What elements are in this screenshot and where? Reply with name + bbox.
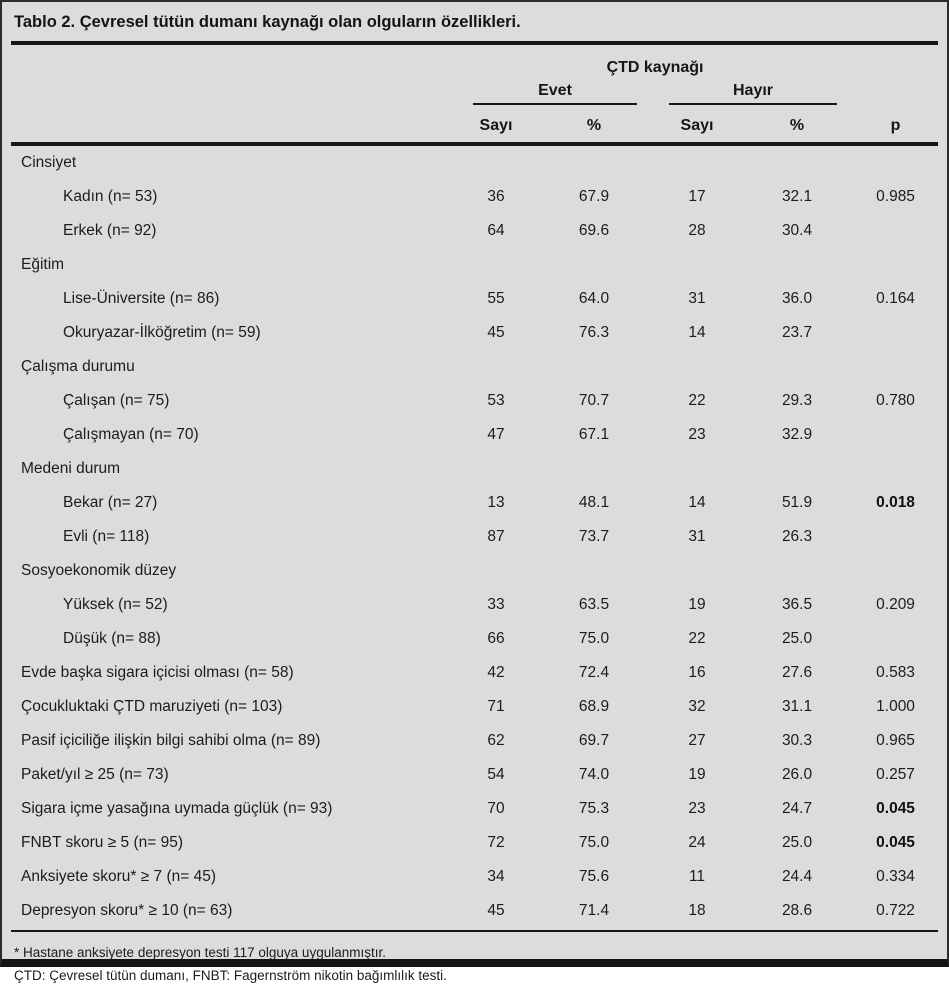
footnotes (11, 932, 938, 987)
cell-p: 0.209 (876, 596, 915, 613)
table-row (11, 180, 938, 214)
cell-p (853, 520, 938, 554)
cell-hayir_n: 11 (688, 868, 706, 885)
cell-hayir_n: 14 (688, 494, 706, 511)
cell-evet_pct: 73.7 (578, 528, 610, 545)
cell-evet_n: 13 (487, 494, 505, 511)
cell-hayir_pct: 27.6 (781, 664, 813, 681)
cell-evet_pct: 75.6 (578, 868, 610, 885)
cell-hayir_n (653, 350, 741, 384)
cell-hayir_n: 17 (688, 188, 706, 205)
cell-p (853, 622, 938, 656)
cell-evet_n: 64 (487, 222, 505, 239)
cell-hayir_pct: 32.1 (781, 188, 813, 205)
cell-evet_pct: 72.4 (578, 664, 610, 681)
cell-evet_pct: 75.3 (578, 800, 610, 817)
footnote-abbreviations: ÇTD: Çevresel tütün dumanı, FNBT: Fagernström nikotin bağımlılık testi. (14, 968, 447, 983)
group-row (11, 350, 938, 384)
header-yes-no-row (11, 79, 938, 105)
header-columns-row (11, 105, 938, 144)
cell-hayir_n (653, 554, 741, 588)
table-row (11, 860, 938, 894)
row-label: Çalışma durumu (21, 358, 135, 375)
cell-evet_n: 70 (487, 800, 505, 817)
cell-p: 0.722 (876, 902, 915, 919)
cell-hayir_n: 31 (688, 528, 706, 545)
cell-evet_n (457, 350, 535, 384)
row-label: Cinsiyet (21, 154, 77, 171)
header-spacer (11, 45, 457, 79)
table-row (11, 826, 938, 860)
table-row (11, 758, 938, 792)
cell-evet_pct: 74.0 (578, 766, 610, 783)
table-row (11, 486, 938, 520)
cell-hayir_pct (741, 350, 853, 384)
cell-hayir_n: 32 (688, 698, 706, 715)
cell-evet_n: 47 (487, 426, 505, 443)
cell-hayir_n: 23 (688, 800, 706, 817)
cell-evet_n: 53 (487, 392, 505, 409)
cell-p (853, 350, 938, 384)
cell-evet_pct (535, 452, 653, 486)
cell-hayir_n (653, 248, 741, 282)
cell-p: 0.334 (876, 868, 915, 885)
cell-hayir_pct: 29.3 (781, 392, 813, 409)
cell-evet_n: 54 (487, 766, 505, 783)
cell-hayir_pct: 32.9 (781, 426, 813, 443)
cell-p: 0.045 (876, 800, 915, 817)
cell-hayir_n: 22 (688, 392, 706, 409)
cell-hayir_pct: 36.5 (781, 596, 813, 613)
cell-hayir_n: 18 (688, 902, 706, 919)
row-label: FNBT skoru ≥ 5 (n= 95) (21, 834, 183, 851)
cell-p (853, 214, 938, 248)
cell-evet_pct: 69.7 (578, 732, 610, 749)
cell-hayir_pct: 30.4 (781, 222, 813, 239)
table-row (11, 622, 938, 656)
header-evet (457, 79, 653, 105)
cell-evet_pct: 67.9 (578, 188, 610, 205)
cell-evet_n: 62 (487, 732, 505, 749)
table-row (11, 792, 938, 826)
row-label: Çocukluktaki ÇTD maruziyeti (n= 103) (21, 698, 283, 715)
cell-hayir_n: 19 (688, 596, 706, 613)
cell-p: 0.985 (876, 188, 915, 205)
cell-hayir_pct (741, 248, 853, 282)
cell-evet_pct: 76.3 (578, 324, 610, 341)
header-group-row (11, 45, 938, 79)
cell-evet_n: 71 (487, 698, 505, 715)
cell-p: 0.018 (876, 494, 915, 511)
cell-p (853, 418, 938, 452)
cell-evet_n: 42 (487, 664, 505, 681)
data-table (11, 45, 938, 928)
cell-evet_pct: 63.5 (578, 596, 610, 613)
table-row (11, 690, 938, 724)
header-ctd-kaynagi: ÇTD kaynağı (606, 59, 704, 76)
cell-hayir_pct: 25.0 (781, 834, 813, 851)
cell-evet_pct (535, 350, 653, 384)
row-label: Anksiyete skoru* ≥ 7 (n= 45) (21, 868, 217, 885)
row-label: Çalışan (n= 75) (63, 392, 170, 409)
cell-evet_pct: 68.9 (578, 698, 610, 715)
cell-p: 0.045 (876, 834, 915, 851)
cell-hayir_pct (741, 144, 853, 180)
cell-p (853, 452, 938, 486)
cell-hayir_n: 27 (688, 732, 706, 749)
cell-hayir_pct: 26.0 (781, 766, 813, 783)
cell-p: 0.164 (876, 290, 915, 307)
cell-evet_pct: 48.1 (578, 494, 610, 511)
cell-evet_pct (535, 248, 653, 282)
header-spacer (853, 45, 938, 79)
cell-hayir_pct: 36.0 (781, 290, 813, 307)
cell-evet_n: 72 (487, 834, 505, 851)
cell-evet_n: 33 (487, 596, 505, 613)
cell-p: 1.000 (876, 698, 915, 715)
cell-evet_n: 45 (487, 902, 505, 919)
row-label: Paket/yıl ≥ 25 (n= 73) (21, 766, 169, 783)
row-label: Yüksek (n= 52) (63, 596, 168, 613)
cell-hayir_pct: 28.6 (781, 902, 813, 919)
cell-hayir_pct: 30.3 (781, 732, 813, 749)
table-row (11, 316, 938, 350)
cell-p: 0.965 (876, 732, 915, 749)
cell-hayir_n: 19 (688, 766, 706, 783)
cell-evet_n (457, 554, 535, 588)
cell-hayir_pct (741, 452, 853, 486)
table-row (11, 214, 938, 248)
cell-evet_n: 87 (487, 528, 505, 545)
table-body (11, 144, 938, 928)
cell-evet_n (457, 248, 535, 282)
cell-hayir_n (653, 452, 741, 486)
cell-p (853, 144, 938, 180)
row-label: Kadın (n= 53) (63, 188, 158, 205)
cell-evet_pct (535, 144, 653, 180)
header-pct-evet: % (535, 105, 653, 144)
cell-evet_n: 45 (487, 324, 505, 341)
cell-hayir_pct: 51.9 (781, 494, 813, 511)
table-row (11, 894, 938, 928)
cell-evet_n: 55 (487, 290, 505, 307)
row-label: Evde başka sigara içicisi olması (n= 58) (21, 664, 294, 681)
row-label: Düşük (n= 88) (63, 630, 161, 647)
group-row (11, 248, 938, 282)
cell-hayir_pct: 25.0 (781, 630, 813, 647)
table-row (11, 282, 938, 316)
cell-evet_n (457, 452, 535, 486)
cell-hayir_pct: 24.7 (781, 800, 813, 817)
header-sayi-evet: Sayı (457, 105, 535, 144)
group-row (11, 554, 938, 588)
table-row (11, 520, 938, 554)
header-spacer (853, 79, 938, 105)
cell-p (853, 554, 938, 588)
row-label: Sosyoekonomik düzey (21, 562, 177, 579)
cell-hayir_n (653, 144, 741, 180)
header-spacer (11, 105, 457, 144)
cell-evet_n: 36 (487, 188, 505, 205)
table-row (11, 656, 938, 690)
table-row (11, 418, 938, 452)
row-label: Depresyon skoru* ≥ 10 (n= 63) (21, 902, 233, 919)
cell-evet_pct: 75.0 (578, 834, 610, 851)
cell-hayir_n: 23 (688, 426, 706, 443)
cell-p: 0.257 (876, 766, 915, 783)
cell-evet_pct: 70.7 (578, 392, 610, 409)
row-label: Sigara içme yasağına uymada güçlük (n= 93) (21, 800, 333, 817)
cell-hayir_pct: 23.7 (781, 324, 813, 341)
cell-evet_pct (535, 554, 653, 588)
cell-hayir_pct: 31.1 (781, 698, 813, 715)
row-label: Bekar (n= 27) (63, 494, 158, 511)
row-label: Pasif içiciliğe ilişkin bilgi sahibi olma (n= 89) (21, 732, 321, 749)
cell-evet_n: 66 (487, 630, 505, 647)
cell-hayir_n: 31 (688, 290, 706, 307)
cell-evet_pct: 71.4 (578, 902, 610, 919)
cell-hayir_n: 16 (688, 664, 706, 681)
cell-p (853, 248, 938, 282)
cell-hayir_pct: 24.4 (781, 868, 813, 885)
table-row (11, 724, 938, 758)
cell-evet_pct: 67.1 (578, 426, 610, 443)
cell-p: 0.780 (876, 392, 915, 409)
cell-evet_n: 34 (487, 868, 505, 885)
cell-p (853, 316, 938, 350)
header-sayi-hayir: Sayı (653, 105, 741, 144)
header-p: p (853, 105, 938, 144)
cell-hayir_n: 14 (688, 324, 706, 341)
table-row (11, 384, 938, 418)
cell-evet_n (457, 144, 535, 180)
header-pct-hayir: % (741, 105, 853, 144)
group-row (11, 452, 938, 486)
row-label: Evli (n= 118) (63, 528, 150, 545)
row-label: Okuryazar-İlköğretim (n= 59) (63, 324, 261, 341)
cell-hayir_n: 28 (688, 222, 706, 239)
row-label: Medeni durum (21, 460, 121, 477)
table-row (11, 588, 938, 622)
group-row (11, 144, 938, 180)
cell-hayir_pct (741, 554, 853, 588)
header-evet-label: Evet (473, 82, 637, 105)
cell-evet_pct: 69.6 (578, 222, 610, 239)
cell-hayir_n: 22 (688, 630, 706, 647)
header-hayir-label: Hayır (669, 82, 837, 105)
cell-p: 0.583 (876, 664, 915, 681)
cell-evet_pct: 64.0 (578, 290, 610, 307)
table-title: Tablo 2. Çevresel tütün dumanı kaynağı olan olguların özellikleri. (14, 13, 521, 31)
header-hayir (653, 79, 853, 105)
row-label: Erkek (n= 92) (63, 222, 157, 239)
row-label: Lise-Üniversite (n= 86) (63, 290, 220, 307)
footnote-asterisk: * Hastane anksiyete depresyon testi 117 olguya uygulanmıştır. (14, 945, 386, 960)
row-label: Eğitim (21, 256, 65, 273)
cell-hayir_n: 24 (688, 834, 706, 851)
header-spacer (11, 79, 457, 105)
cell-hayir_pct: 26.3 (781, 528, 813, 545)
cell-evet_pct: 75.0 (578, 630, 610, 647)
row-label: Çalışmayan (n= 70) (63, 426, 199, 443)
